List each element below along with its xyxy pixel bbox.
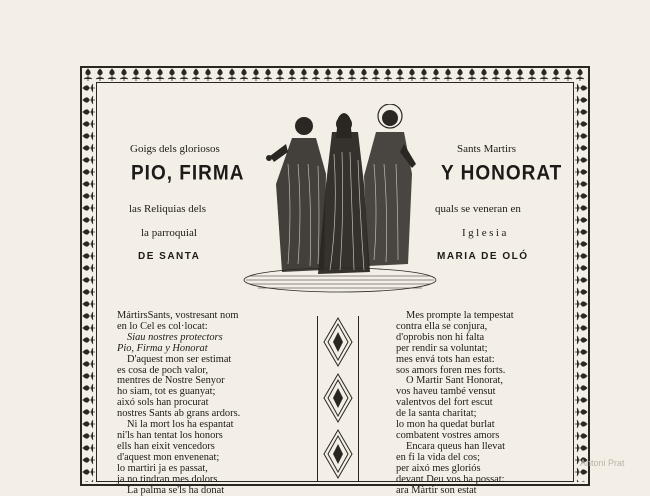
verse-line: Encara queus han llevat: [396, 442, 566, 453]
verse-refrain: Pio, Firma y Honorat: [117, 344, 287, 355]
header-right-caps: MARIA DE OLÓ: [437, 251, 529, 262]
header-right-line4: Iglesia: [462, 227, 509, 239]
verse-line: ara Màrtir son estat: [396, 486, 566, 496]
ornament-border-right: [574, 82, 588, 482]
diamond-ornaments: [320, 316, 356, 481]
header-right-line1: Sants Martirs: [457, 143, 516, 155]
verse-line: Mes prompte la tempestat: [396, 311, 566, 322]
verse-line: per rendir sa voluntat;: [396, 344, 566, 355]
verse-line: aixó sols han procurat: [117, 398, 287, 409]
verse-line: devant Deu vos ha possat:: [396, 475, 566, 486]
header-left-caps: DE SANTA: [138, 251, 200, 262]
verse-line: D'aquest mon ser estimat: [117, 355, 287, 366]
verse-line: lo mon ha quedat burlat: [396, 420, 566, 431]
verse-line: sos amors foren mes forts.: [396, 366, 566, 377]
verse-line: en lo Cel es col·locat:: [117, 322, 287, 333]
verse-line: La palma se'ls ha donat: [117, 486, 287, 496]
header-left-line3: las Reliquias dels: [129, 203, 206, 215]
header-left-line4: la parroquial: [141, 227, 197, 239]
verse-line: nostres Sants ab grans ardors.: [117, 409, 287, 420]
verse-line: lo martiri ja es passat,: [117, 464, 287, 475]
header-right-title: Y HONORAT: [441, 162, 562, 186]
verse-line: mes envá tots han estat:: [396, 355, 566, 366]
verses-left-column: [117, 311, 287, 496]
verse-line: d'aquest mon envenenat;: [117, 453, 287, 464]
verse-line: ells han eixit vencedors: [117, 442, 287, 453]
verse-line: O Martir Sant Honorat,: [396, 376, 566, 387]
verse-line: mentres de Nostre Senyor: [117, 376, 287, 387]
header-left-line1: Goigs dels gloriosos: [130, 143, 220, 155]
verse-line: valentvos del fort escut: [396, 398, 566, 409]
verse-line: contra ella se conjura,: [396, 322, 566, 333]
header-left-title: PIO, FIRMA: [131, 162, 244, 186]
header-right-line3: quals se veneran en: [435, 203, 521, 215]
verse-line: d'oprobis non hi falta: [396, 333, 566, 344]
verse-line: ja no tindran mes dolors: [117, 475, 287, 486]
three-saints-illustration: [240, 104, 440, 300]
ornament-border-left: [82, 82, 96, 482]
column-divider-left: [317, 316, 318, 481]
verse-line: ho siam, tot es guanyat;: [117, 387, 287, 398]
column-divider-right: [358, 316, 359, 481]
verse-line: ni'ls han tentat los honors: [117, 431, 287, 442]
verse-line: combatent vostres amors: [396, 431, 566, 442]
verse-line: en fi la vida del cos;: [396, 453, 566, 464]
verse-line: es cosa de poch valor,: [117, 366, 287, 377]
verse-refrain: Siau nostres protectors: [117, 333, 287, 344]
watermark: Antoni Prat: [580, 458, 625, 468]
verse-line: MártirsSants, vostresant nom: [117, 311, 287, 322]
verse-line: Ni la mort los ha espantat: [117, 420, 287, 431]
verse-line: vos haveu també vensut: [396, 387, 566, 398]
verse-line: de la santa charitat;: [396, 409, 566, 420]
verses-right-column: [396, 311, 566, 496]
verse-line: per aixó mes gloriós: [396, 464, 566, 475]
ornament-border-top: [82, 68, 588, 82]
